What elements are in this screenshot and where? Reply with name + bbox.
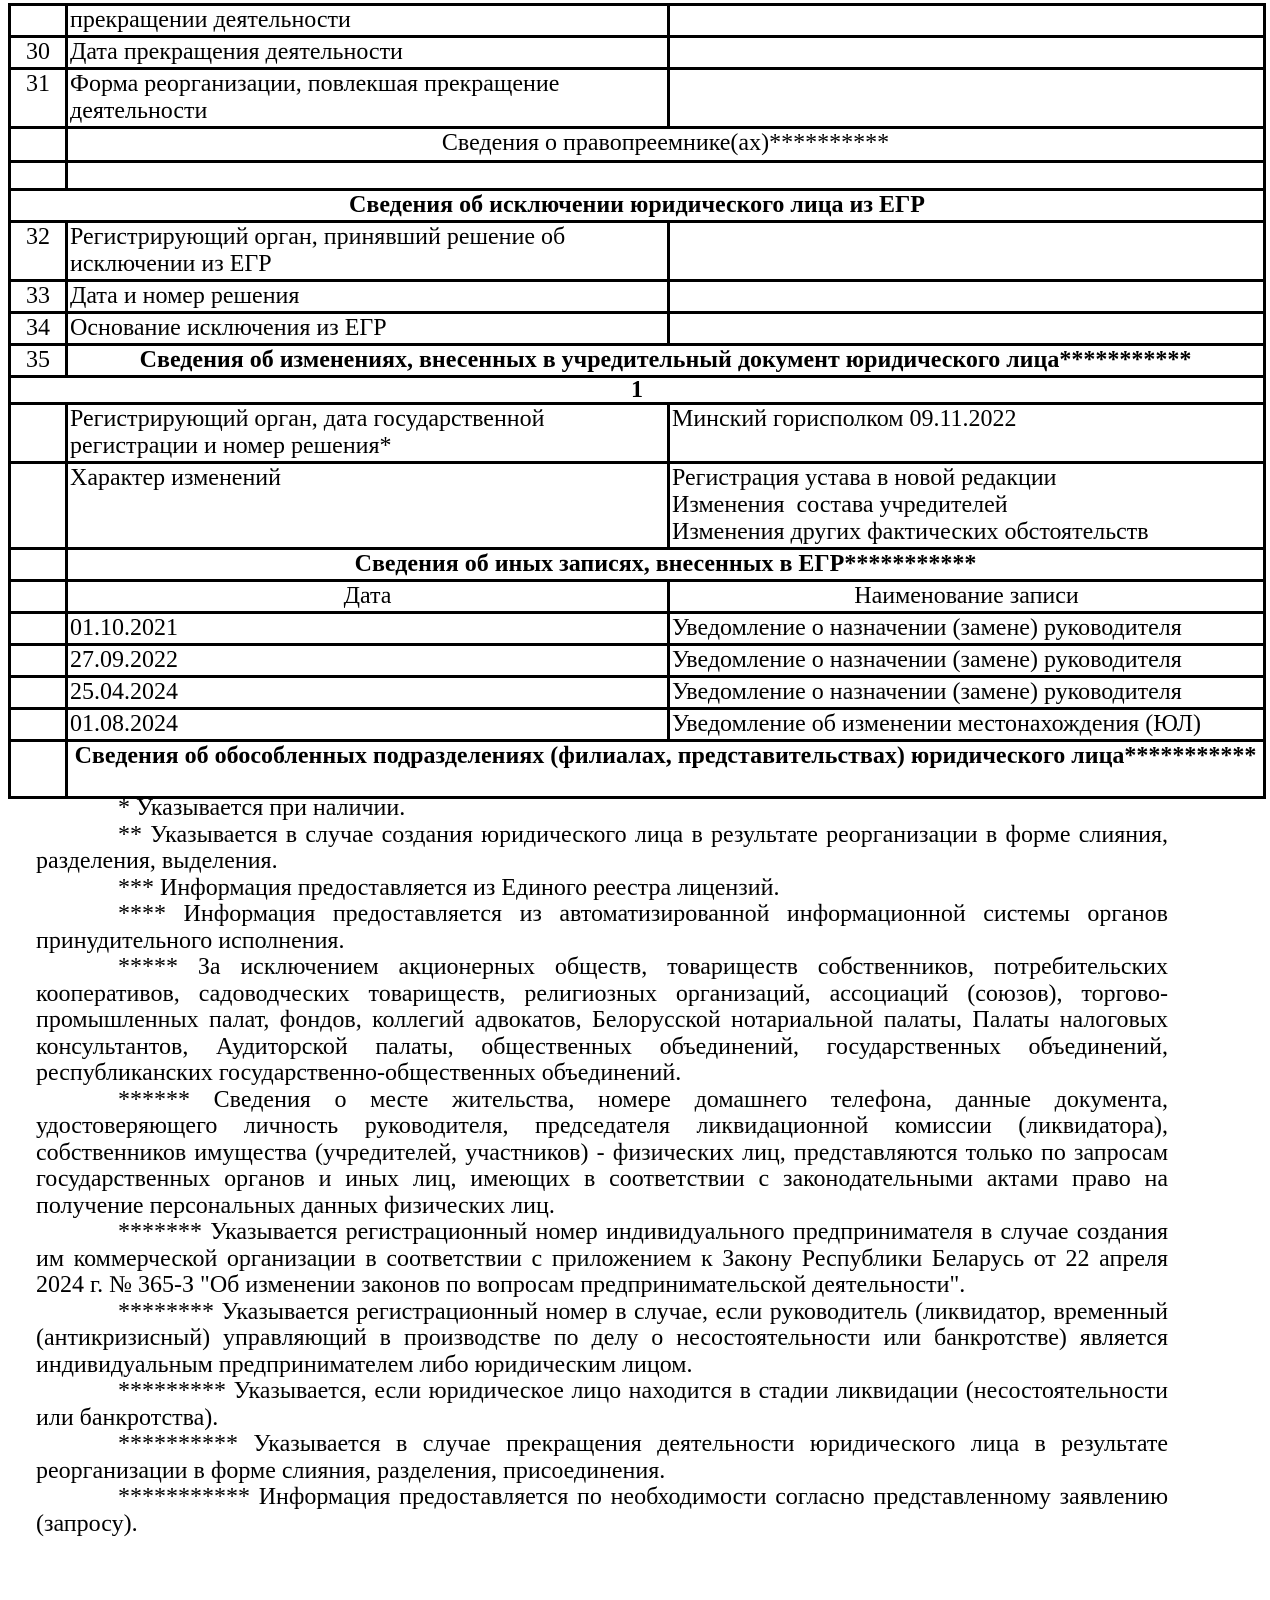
row-number-empty xyxy=(10,581,67,613)
record-name: Уведомление о назначении (замене) руководителя xyxy=(669,613,1265,645)
table-row-30 xyxy=(10,37,1265,69)
record-name: Уведомление о назначении (замене) руководителя xyxy=(669,677,1265,709)
table-row-change-index xyxy=(10,377,1265,404)
table-row-successor-header xyxy=(10,128,1265,162)
row-number-empty xyxy=(10,549,67,581)
footnote-marker: ********** xyxy=(118,1431,238,1457)
footnote-text: Информация предоставляется из Единого реестра лицензий. xyxy=(160,874,780,901)
footnote-text: Указывается при наличии. xyxy=(136,795,406,821)
footnote-3 xyxy=(36,875,1168,902)
row-number-empty xyxy=(10,404,67,463)
row-number-empty xyxy=(10,741,67,798)
row-number: 31 xyxy=(10,69,67,128)
footnote-5 xyxy=(36,954,1168,1087)
change-nature-line: Регистрация устава в новой редакции xyxy=(672,465,1057,491)
row-number-empty xyxy=(10,613,67,645)
row-value-empty xyxy=(669,37,1265,69)
row-number: 32 xyxy=(10,222,67,281)
row-label: Основание исключения из ЕГР xyxy=(67,313,669,345)
record-name: Уведомление о назначении (замене) руководителя xyxy=(669,645,1265,677)
table-row-change-nature xyxy=(10,463,1265,549)
footnote-marker: *********** xyxy=(118,1484,250,1510)
table-row-empty xyxy=(10,162,1265,190)
footnote-text: Указывается, если юридическое лицо находится в стадии ликвидации (несостоятельности или банкротства). xyxy=(36,1378,1168,1431)
footnote-text: Указывается в случае создания юридического лица в результате реорганизации в форме слияния, разделения, выделения. xyxy=(36,821,1169,874)
table-row-34 xyxy=(10,313,1265,345)
record-date: 01.10.2021 xyxy=(67,613,669,645)
row-number: 35 xyxy=(10,345,67,377)
row-value-empty xyxy=(669,69,1265,128)
record-date: 27.09.2022 xyxy=(67,645,669,677)
footnote-text: За исключением акционерных обществ, товариществ собственников, потребительских кооперативов, садоводческих товариществ, религиозных организаций, ассоциаций (союзов), торгово-промышленных палат, фондов, коллегий адвокатов, Белорусской нотариальной палаты, Палаты налоговых консультантов, Аудиторской палаты, общественных объединений, государственных объединений, республиканских государственно-общественных объединений. xyxy=(36,954,1168,1086)
row-value-empty xyxy=(669,222,1265,281)
footnote-9 xyxy=(36,1378,1168,1431)
footnote-1 xyxy=(36,795,1168,822)
exclusion-section-header: Сведения об исключении юридического лица из ЕГР xyxy=(10,190,1265,222)
empty-cell xyxy=(67,162,1265,190)
footnote-7 xyxy=(36,1219,1168,1299)
row-label: Регистрирующий орган, принявший решение об исключении из ЕГР xyxy=(67,222,669,281)
row-label: Регистрирующий орган, дата государственной регистрации и номер решения* xyxy=(67,404,669,463)
footnote-text: Указывается в случае прекращения деятельности юридического лица в результате реорганизации в форме слияния, разделения, присоединения. xyxy=(36,1431,1169,1484)
table-row-registering-authority xyxy=(10,404,1265,463)
footnote-text: Указывается регистрационный номер в случае, если руководитель (ликвидатор, временный (антикризисный) управляющий в производстве по делу о несостоятельности или банкротстве) является индивидуальным предпринимателем либо юридическим лицом. xyxy=(36,1298,1169,1378)
table-row-32 xyxy=(10,222,1265,281)
footnote-11 xyxy=(36,1484,1168,1537)
footnote-10 xyxy=(36,1431,1168,1484)
row-label: Дата прекращения деятельности xyxy=(67,37,669,69)
footnote-6 xyxy=(36,1087,1168,1220)
footnotes xyxy=(36,795,1168,1537)
table-row-exclusion-header xyxy=(10,190,1265,222)
footnote-text: Информация предоставляется из автоматизированной информационной системы органов принудительного исполнения. xyxy=(36,901,1169,954)
row-label: Дата и номер решения xyxy=(67,281,669,313)
table-row-branches-header xyxy=(10,741,1265,798)
other-records-section-header: Сведения об иных записях, внесенных в ЕГР*********** xyxy=(67,549,1265,581)
changes-section-header: Сведения об изменениях, внесенных в учредительный документ юридического лица*********** xyxy=(67,345,1265,377)
footnote-marker: ********* xyxy=(118,1378,226,1404)
row-number-empty xyxy=(10,463,67,549)
footnote-marker: ******* xyxy=(118,1219,202,1245)
records-column-name: Наименование записи xyxy=(669,581,1265,613)
row-number-empty xyxy=(10,645,67,677)
footnote-marker: ** xyxy=(118,821,142,848)
row-value: Минский горисполком 09.11.2022 xyxy=(669,404,1265,463)
row-number: 30 xyxy=(10,37,67,69)
row-number: 33 xyxy=(10,281,67,313)
table-row-other-records-header xyxy=(10,549,1265,581)
footnote-marker: **** xyxy=(118,901,166,927)
table-row-record xyxy=(10,613,1265,645)
footnote-marker: * xyxy=(118,795,130,821)
row-label: прекращении деятельности xyxy=(67,5,669,37)
record-date: 25.04.2024 xyxy=(67,677,669,709)
table-row-35 xyxy=(10,345,1265,377)
footnote-text: Сведения о месте жительства, номере домашнего телефона, данные документа, удостоверяющего личность руководителя, председателя ликвидационной комиссии (ликвидатора), собственников имущества (учредителей, участников) - физических лиц, представляются только по запросам государственных органов и иных лиц, имеющих в соответствии с законодательными актами право на получение персональных данных физических лиц. xyxy=(36,1086,1168,1219)
row-label: Форма реорганизации, повлекшая прекращение деятельности xyxy=(67,69,669,128)
row-number-empty xyxy=(10,709,67,741)
row-number: 34 xyxy=(10,313,67,345)
footnote-8 xyxy=(36,1299,1168,1379)
footnote-text: Информация предоставляется по необходимости согласно представленному заявлению (запросу). xyxy=(36,1484,1168,1537)
successor-section-header: Сведения о правопреемнике(ах)********** xyxy=(67,128,1265,162)
table-row-33 xyxy=(10,281,1265,313)
row-number-empty xyxy=(10,162,67,190)
footnote-text: Указывается регистрационный номер индивидуального предпринимателя в случае создания им коммерческой организации в соответствии с приложением к Закону Республики Беларусь от 22 апреля 2024 г. № 365-З "Об изменении законов по вопросам предпринимательской деятельности". xyxy=(36,1219,1169,1298)
row-number-empty xyxy=(10,128,67,162)
registry-table xyxy=(8,3,1266,799)
row-value-empty xyxy=(669,281,1265,313)
table-row-record xyxy=(10,709,1265,741)
table-row-continuation xyxy=(10,5,1265,37)
table-row-records-head xyxy=(10,581,1265,613)
footnote-marker: ****** xyxy=(118,1086,190,1113)
table-row-record xyxy=(10,677,1265,709)
row-value-empty xyxy=(669,313,1265,345)
row-value-empty xyxy=(669,5,1265,37)
record-name: Уведомление об изменении местонахождения (ЮЛ) xyxy=(669,709,1265,741)
record-date: 01.08.2024 xyxy=(67,709,669,741)
footnote-marker: ***** xyxy=(118,954,178,980)
records-column-date: Дата xyxy=(67,581,669,613)
row-number-empty xyxy=(10,677,67,709)
footnote-marker: *** xyxy=(118,874,154,901)
footnote-marker: ******** xyxy=(118,1298,214,1325)
change-nature-line: Изменения других фактических обстоятельств xyxy=(672,519,1149,545)
footnote-2 xyxy=(36,822,1168,875)
change-nature-line: Изменения состава учредителей xyxy=(672,492,1008,518)
change-entry-index: 1 xyxy=(10,377,1265,404)
table-row-31 xyxy=(10,69,1265,128)
row-number-empty xyxy=(10,5,67,37)
footnote-4 xyxy=(36,901,1168,954)
row-label: Характер изменений xyxy=(67,463,669,549)
table-row-record xyxy=(10,645,1265,677)
branches-section-header: Сведения об обособленных подразделениях (филиалах, представительствах) юридического лица*********** xyxy=(67,741,1265,798)
row-value xyxy=(669,463,1265,549)
